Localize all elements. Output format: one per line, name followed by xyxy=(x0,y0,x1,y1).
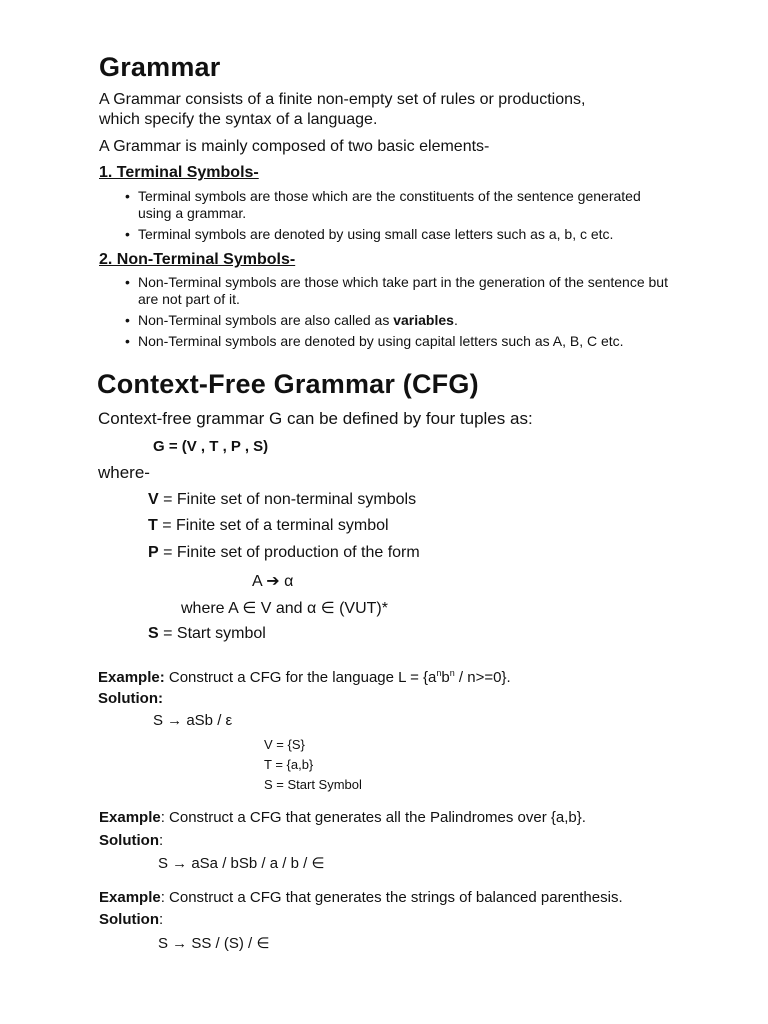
example1-statement xyxy=(98,668,511,686)
cfg-t-text: = Finite set of a terminal symbol xyxy=(157,517,389,534)
nonterminal-heading: 2. Non-Terminal Symbols- xyxy=(99,251,296,268)
bullet-text: Non-Terminal symbols are also called as xyxy=(138,312,394,328)
cfg-tuple: G = (V , T , P , S) xyxy=(153,438,269,455)
grammar-para1-line1: A Grammar consists of a finite non-empty set of rules or productions, xyxy=(99,91,586,108)
cfg-t-definition xyxy=(148,517,389,535)
example3-label: Example xyxy=(99,889,161,906)
cfg-intro: Context-free grammar G can be defined by four tuples as: xyxy=(98,409,533,428)
cfg-v-definition xyxy=(148,491,416,509)
example1-v: V = {S} xyxy=(264,737,305,752)
example2-solution-label: Solution xyxy=(99,832,159,849)
cfg-p-key: P xyxy=(148,544,159,561)
cfg-s-text: = Start symbol xyxy=(158,625,266,642)
cfg-production: A ➔ α xyxy=(252,573,294,590)
example2-solution-colon: : xyxy=(159,832,164,849)
list-item: • Terminal symbols are denoted by using small case letters such as a, b, c etc. xyxy=(122,226,678,243)
cfg-s-key: S xyxy=(148,625,159,642)
variables-term: variables xyxy=(393,312,454,328)
example1-text-end: / n>=0}. xyxy=(454,669,511,686)
cfg-title: Context-Free Grammar (CFG) xyxy=(97,369,479,399)
example2-label: Example xyxy=(99,809,161,826)
example1-label: Example: xyxy=(98,669,165,686)
example3-solution xyxy=(99,911,163,928)
list-item: • Terminal symbols are those which are the constituents of the sentence generated using a grammar. xyxy=(122,188,678,222)
example1-rule: S → aSb / ε xyxy=(153,712,233,729)
list-item: • Non-Terminal symbols are those which take part in the generation of the sentence but are not part of it. xyxy=(122,274,678,308)
grammar-para2: A Grammar is mainly composed of two basic elements- xyxy=(99,138,490,155)
example3-statement xyxy=(99,889,623,906)
example3-solution-label: Solution xyxy=(99,911,159,928)
example1-sup2: n xyxy=(449,668,455,678)
terminal-bullet-list xyxy=(122,188,678,247)
example1-t: T = {a,b} xyxy=(264,757,314,772)
example2-rule: S → aSa / bSb / a / b / ∈ xyxy=(158,855,325,872)
example2-text: : Construct a CFG that generates all the Palindromes over {a,b}. xyxy=(160,809,586,826)
cfg-v-key: V xyxy=(148,491,159,508)
cfg-s-definition xyxy=(148,625,266,643)
example1-text: Construct a CFG for the language L = {a xyxy=(164,669,437,686)
terminal-heading: 1. Terminal Symbols- xyxy=(99,164,259,181)
cfg-where: where- xyxy=(98,463,150,482)
bullet-text-end: . xyxy=(453,312,458,328)
list-item xyxy=(122,312,678,329)
cfg-t-key: T xyxy=(148,517,158,534)
example3-solution-colon: : xyxy=(159,911,164,928)
example1-sup1: n xyxy=(436,668,442,678)
example3-rule: S → SS / (S) / ∈ xyxy=(158,935,270,952)
list-item: • Non-Terminal symbols are denoted by using capital letters such as A, B, C etc. xyxy=(122,333,678,350)
example3-text: : Construct a CFG that generates the strings of balanced parenthesis. xyxy=(160,889,623,906)
example1-solution-label: Solution: xyxy=(98,690,163,707)
example1-mid: b xyxy=(441,669,450,686)
cfg-condition: where A ∈ V and α ∈ (VUT)* xyxy=(181,600,388,617)
example2-statement xyxy=(99,809,586,826)
cfg-p-text: = Finite set of production of the form xyxy=(158,544,420,561)
grammar-title: Grammar xyxy=(99,52,221,82)
cfg-p-definition xyxy=(148,544,420,562)
example2-solution xyxy=(99,832,163,849)
grammar-para1-line2: which specify the syntax of a language. xyxy=(99,111,378,128)
nonterminal-bullet-list xyxy=(122,274,678,354)
example1-s: S = Start Symbol xyxy=(264,777,362,792)
cfg-v-text: = Finite set of non-terminal symbols xyxy=(158,491,417,508)
